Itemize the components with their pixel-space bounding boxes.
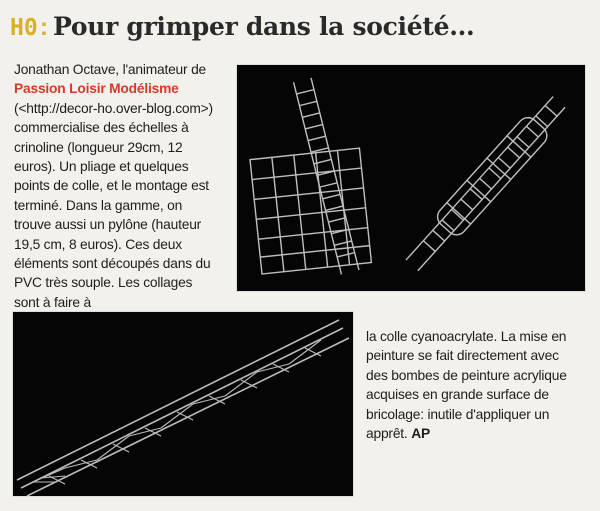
headline-tag: H0 xyxy=(10,15,38,41)
article-paragraph-left xyxy=(14,60,220,312)
text-continuation: la colle cyanoacrylate. La mise en peinture se fait directement avec des bombes de peinture acrylique acquises en grande surface de bricolage: inutile d'appliquer un apprêt. xyxy=(366,329,567,442)
headline-title: Pour grimper dans la société... xyxy=(53,12,475,41)
headline xyxy=(10,12,474,43)
article-paragraph-right xyxy=(366,327,584,443)
text-intro: Jonathan Octave, l'animateur de xyxy=(14,62,207,77)
author-initials: AP xyxy=(411,426,430,442)
photo-ladders-crinoline xyxy=(236,64,586,292)
headline-separator: : xyxy=(39,13,49,41)
pylon-illustration xyxy=(13,312,353,496)
photo-pylon xyxy=(12,311,354,497)
brand-name: Passion Loisir Modélisme xyxy=(14,81,179,97)
ladders-illustration xyxy=(237,65,585,291)
text-body: (<http://decor-ho.over-blog.com>) commercialise des échelles à crinoline (longueur 29cm, 12 euros). Un pliage et quelques points de colle, et le montage est terminé. Dans la gamme, on trouve aussi un pylône (hauteur 19,5 cm, 8 euros). Ces deux éléments sont découpés dans du PVC très souple. Les collages sont à faire à xyxy=(14,100,213,310)
article-column-right xyxy=(366,327,584,443)
article-column-left xyxy=(14,60,220,312)
